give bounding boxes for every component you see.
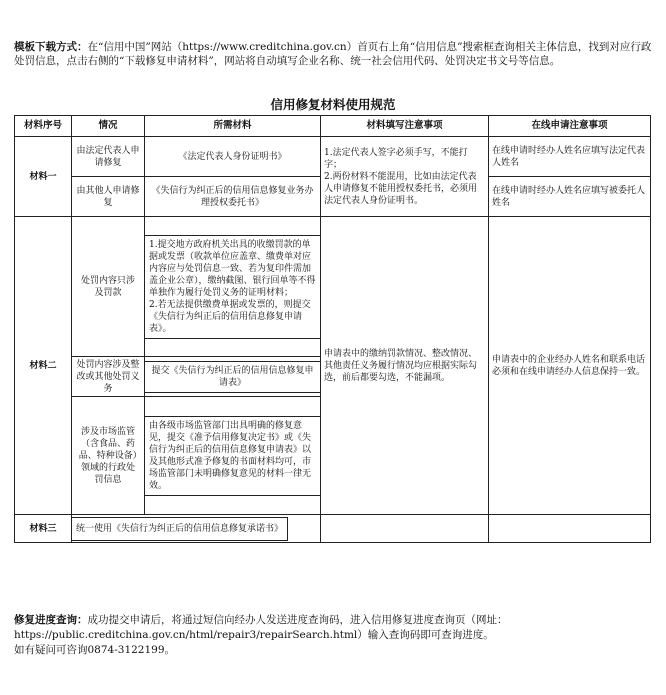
download-text: 在“信用中国”网站（https://www.creditchina.gov.cn）首页右上角“信用信息”搜索框查询相关主体信息，找到对应行政处罚信息，点击右侧的“下载修复申请材料”，网站将自动填写企业名称、统一社会信用代码、处罚决定书文号等信息。 — [14, 41, 652, 67]
fill-notes-cell: 1.法定代表人签字必须手写，不能打字； 2.两份材料不能混用，比如由法定代表人申请修复不能用授权委托书，必须用法定代表人身份证明书。 — [321, 137, 489, 217]
download-instructions — [14, 40, 652, 68]
header-required-material: 所需材料 — [145, 116, 321, 137]
material-2-label: 材料二 — [15, 217, 72, 515]
page-title: 信用修复材料使用规范 — [270, 97, 396, 112]
header-online-notes: 在线申请注意事项 — [489, 116, 651, 137]
situation-cell: 处罚内容涉及整改或其他处罚义务 — [72, 357, 145, 397]
download-label: 模板下载方式： — [14, 41, 88, 53]
header-fill-notes: 材料填写注意事项 — [321, 116, 489, 137]
contact-line: 如有疑问可咨询0874-3122199。 — [14, 644, 176, 656]
table-row — [15, 515, 651, 543]
material-cell: 《失信行为纠正后的信用信息修复业务办理授权委托书》 — [145, 177, 321, 217]
progress-query-label: 修复进度查询： — [14, 614, 88, 626]
online-notes-cell: 在线申请时经办人姓名应填写被委托人姓名 — [489, 177, 651, 217]
table-header-row — [15, 116, 651, 137]
material-cell: 《法定代表人身份证明书》 — [145, 137, 321, 177]
table-row — [15, 137, 651, 177]
online-notes-cell: 在线申请时经办人姓名应填写法定代表人姓名 — [489, 137, 651, 177]
situation-cell: 由其他人申请修复 — [72, 177, 145, 217]
materials-table — [14, 115, 651, 543]
fill-notes-cell — [321, 515, 489, 543]
online-notes-cell — [489, 515, 651, 543]
material-cell: 提交《失信行为纠正后的信用信息修复申请表》 — [144, 361, 321, 393]
material-1-label: 材料一 — [15, 137, 72, 217]
fill-notes-cell: 申请表中的缴纳罚款情况、整改情况、其他责任义务履行情况均应根据实际勾选，前后都要勾选，不能漏项。 — [321, 217, 489, 515]
material-cell: 1.提交地方政府机关出具的收缴罚款的单据或发票（收款单位应盖章、缴费单对应内容应与处罚信息一致、若为复印件需加盖企业公章），缴纳截图、银行回单等不得单独作为履行处罚义务的证明材料； 2.若无法提供缴费单据或发票的，则提交《失信行为纠正后的信用信息修复申请表》。 — [144, 235, 321, 339]
situation-cell: 由法定代表人申请修复 — [72, 137, 145, 177]
situation-cell: 涉及市场监管（含食品、药品、特种设备）领域的行政处罚信息 — [72, 397, 145, 515]
table-row — [15, 217, 651, 357]
header-material-no: 材料序号 — [15, 116, 72, 137]
online-notes-cell: 申请表中的企业经办人姓名和联系电话必须和在线申请经办人信息保持一致。 — [489, 217, 651, 515]
progress-query-section — [14, 613, 652, 658]
material-cell: 统一使用《失信行为纠正后的信用信息修复承诺书》 — [71, 517, 288, 541]
header-situation: 情况 — [72, 116, 145, 137]
material-cell: 由各级市场监管部门出具明确的修复意见，提交《准予信用修复决定书》或《失信行为纠正后的信用信息修复申请表》以及其他形式准予修复的书面材料均可，市场监管部门未明确修复意见的材料一律无效。 — [144, 416, 321, 496]
material-3-label: 材料三 — [15, 515, 72, 543]
progress-query-text: 成功提交申请后，将通过短信向经办人发送进度查询码，进入信用修复进度查询页（网址：https://public.creditchina.gov.cn/html/repair3/repairSearch.html）输入查询码即可查询进度。 — [14, 614, 508, 641]
situation-cell: 处罚内容只涉及罚款 — [72, 217, 145, 357]
